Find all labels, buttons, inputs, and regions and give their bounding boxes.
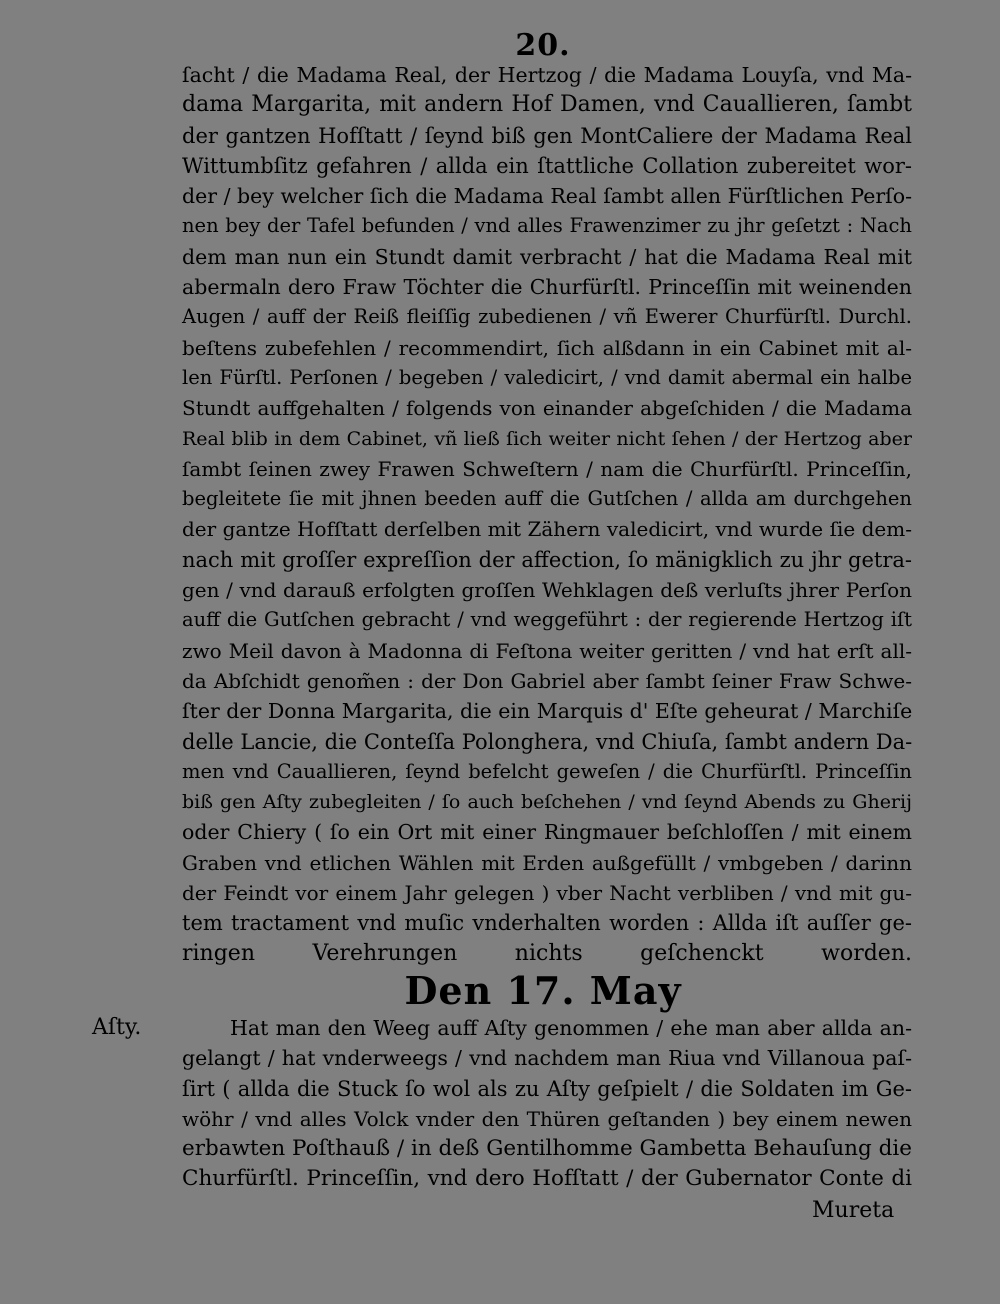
text-line: delle Lancie, die Conteſſa Polonghera, vnd Chiuſa, ſambt andern Da- xyxy=(182,729,913,754)
text-line: auff die Gutſchen gebracht / vnd weggeführt : der regierende Hertzog iſt xyxy=(182,608,912,632)
text-line: Churfürſtl. Princeſſin, vnd dero Hofſtatt / der Gubernator Conte di xyxy=(182,1166,912,1192)
text-line: Augen / auff der Reiß fleiſſig zubedienen / vñ Ewerer Churfürſtl. Durchl. xyxy=(182,305,912,329)
text-line: beſtens zubefehlen / recommendirt, ſich alßdann in ein Cabinet mit al- xyxy=(182,335,912,360)
text-line: Hat man den Weeg auff Aſty genommen / ehe man aber allda an- xyxy=(230,1016,912,1040)
text-line: der / bey welcher ſich die Madama Real ſambt allen Fürſtlichen Perſo- xyxy=(182,184,912,209)
text-line: ringen Verehrungen nichts geſchenckt worden. xyxy=(182,940,912,966)
text-line: ſirt ( allda die Stuck ſo wol als zu Aſty geſpielt / die Soldaten im Ge- xyxy=(182,1076,912,1101)
catchword: Mureta xyxy=(812,1198,895,1223)
text-line: ſter der Donna Margarita, die ein Marquis d' Eſte geheurat / Marchiſe xyxy=(182,699,913,724)
page-number: 20. xyxy=(515,28,571,63)
text-line: nach mit groſſer expreſſion der affection, ſo mänigklich zu jhr getra- xyxy=(182,547,912,572)
text-line: dama Margarita, mit andern Hof Damen, vnd Cauallieren, ſambt xyxy=(182,92,912,118)
text-line: Wittumbſitz gefahren / allda ein ſtattliche Collation zubereitet wor- xyxy=(182,153,912,178)
text-line: wöhr / vnd alles Volck vnder den Thüren geſtanden ) bey einem newen xyxy=(182,1106,912,1131)
body-text xyxy=(182,60,912,969)
margin-note: Aſty. xyxy=(92,1015,142,1040)
text-line: Graben vnd etlichen Wählen mit Erden außgefüllt / vmbgeben / darinn xyxy=(182,850,912,875)
text-line: gelangt / hat vnderweegs / vnd nachdem man Riua vnd Villanoua paſ- xyxy=(182,1046,912,1071)
text-line: Stundt auffgehalten / folgends von einander abgeſchiden / die Madama xyxy=(182,396,912,421)
text-line: gen / vnd darauß erfolgten groſſen Wehklagen deß verluſts jhrer Perſon xyxy=(182,578,912,603)
text-line: der gantze Hofſtatt derſelben mit Zähern valedicirt, vnd wurde ſie dem- xyxy=(182,517,912,542)
text-line: nen bey der Tafel befunden / vnd alles Frawenzimer zu jhr geſetzt : Nach xyxy=(182,214,912,238)
text-line: da Abſchidt genom̃en : der Don Gabriel aber ſambt ſeiner Fraw Schwe- xyxy=(182,668,912,693)
text-line: tem tractament vnd muſic vnderhalten worden : Allda iſt auſſer ge- xyxy=(182,911,912,936)
text-line: begleitete ſie mit jhnen beeden auff die Gutſchen / allda am durchgehen xyxy=(182,487,912,511)
text-line: ſacht / die Madama Real, der Hertzog / die Madama Louyſa, vnd Ma- xyxy=(182,63,912,87)
text-line: men vnd Cauallieren, ſeynd befelcht geweſen / die Churfürſtl. Princeſſin xyxy=(182,759,912,783)
text-line: der Feindt vor einem Jahr gelegen ) vber Nacht verbliben / vnd mit gu- xyxy=(182,881,912,906)
section-heading: Den 17. May xyxy=(404,968,682,1013)
text-line: Real blib in dem Cabinet, vñ ließ ſich weiter nicht ſehen / der Hertzog aber xyxy=(182,427,912,450)
text-line: biß gen Aſty zubegleiten / ſo auch beſchehen / vnd ſeynd Abends zu Gherij xyxy=(182,791,912,814)
text-line: len Fürſtl. Perſonen / begeben / valedicirt, / vnd damit abermal ein halbe xyxy=(182,365,912,389)
text-line: abermaln dero Fraw Töchter die Churfürſtl. Princeſſin mit weinenden xyxy=(182,275,912,300)
text-line: ſambt ſeinen zwey Frawen Schweſtern / nam die Churfürſtl. Princeſſin, xyxy=(182,456,912,481)
section-text xyxy=(182,1013,912,1195)
text-line: erbawten Poſthauß / in deß Gentilhomme Gambetta Behauſung die xyxy=(182,1136,912,1162)
text-line: oder Chiery ( ſo ein Ort mit einer Ringmauer beſchloſſen / mit einem xyxy=(182,820,912,845)
text-line: zwo Meil davon à Madonna di Feſtona weiter geritten / vnd hat erſt all- xyxy=(182,638,912,663)
text-line: der gantzen Hofſtatt / ſeynd biß gen MontCaliere der Madama Real xyxy=(182,123,912,148)
text-line: dem man nun ein Stundt damit verbracht / hat die Madama Real mit xyxy=(182,244,912,269)
